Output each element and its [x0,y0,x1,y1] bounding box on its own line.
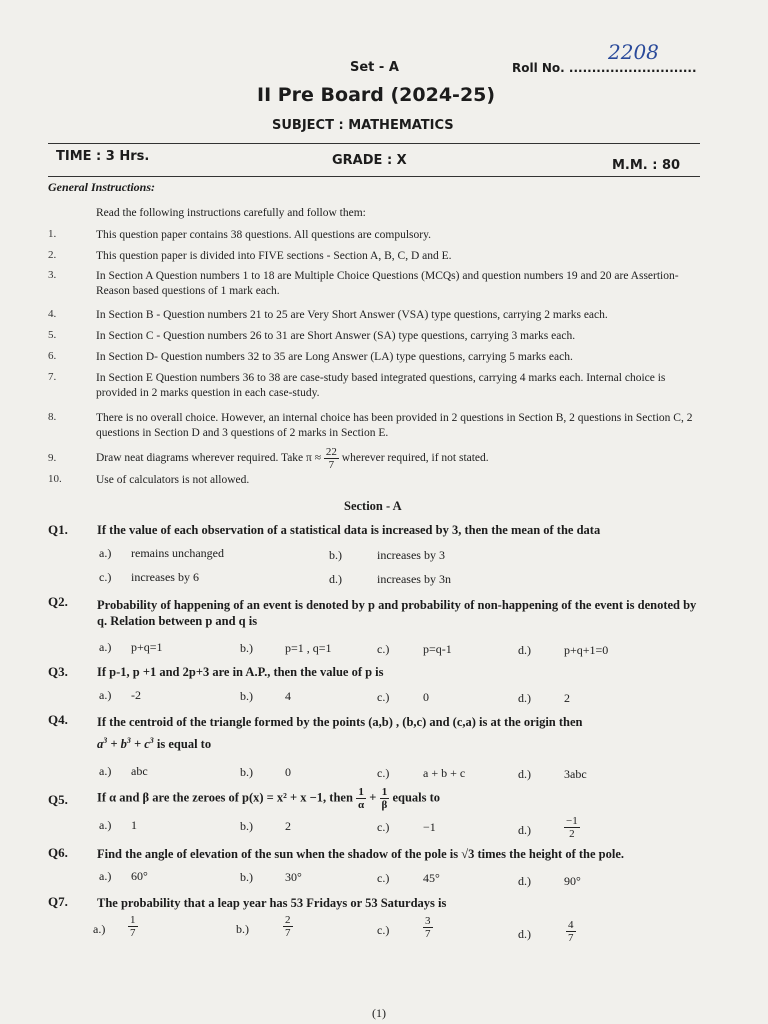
pi-fraction [324,446,339,471]
fraction-numerator: 2 [285,914,291,926]
fraction-numerator: 3 [425,915,431,927]
option-text: 45° [423,871,440,885]
option-label: c.) [99,570,112,584]
fraction-denominator: α [358,799,365,811]
option-text: a + b + c [423,766,466,780]
option-label: c.) [377,690,390,704]
option-text: increases by 3n [377,572,451,586]
instruction-number: 8. [48,411,57,423]
option-label: b.) [240,765,253,779]
max-marks-label: M.M. : 80 [612,158,681,173]
instruction-text: In Section D- Question numbers 32 to 35 are Long Answer (LA) type questions, carrying 5 marks each. [96,351,573,363]
option-label: a.) [99,818,112,832]
option-text: -2 [131,688,141,702]
fraction-numerator: −1 [566,815,578,827]
question-text-part: If α and β are the zeroes of p(x) = x² + x −1, then [97,790,353,805]
instruction-number: 4. [48,308,57,320]
instruction-text: In Section C - Question numbers 26 to 31 are Short Answer (SA) type questions, carrying 3 marks each. [96,330,576,342]
section-title: Section - A [344,499,402,513]
option-text: 1 [131,818,137,832]
instruction-number: 1. [48,228,57,240]
option-text: 90° [564,874,581,888]
option-label: b.) [236,922,249,936]
fraction [128,914,138,939]
option-fraction [283,914,293,939]
option-label: d.) [518,643,531,657]
instructions-heading: General Instructions: [48,180,156,194]
header-rule-top [48,143,700,144]
instruction-number: 9. [48,452,57,464]
option-text: abc [131,764,148,778]
question-number: Q7. [48,894,68,909]
option-label: a.) [93,922,106,936]
option-text: 60° [131,869,148,883]
instruction-text: There is no overall choice. However, an internal choice has been provided in 2 questions in Section B, 2 questions in Section C, 2 questions in Section D and 3 questions of 2 marks in Section E. [96,412,693,439]
instruction-number: 3. [48,269,57,281]
fraction-one-over-beta [380,786,390,811]
option-text: 30° [285,870,302,884]
option-label: a.) [99,640,112,654]
option-label: d.) [518,927,531,941]
question-text: If the value of each observation of a statistical data is increased by 3, then the mean of the data [97,523,601,537]
instruction-text: Use of calculators is not allowed. [96,474,250,486]
instruction-number: 5. [48,329,57,341]
instruction-text-part: wherever required, if not stated. [341,452,489,465]
set-label: Set - A [350,60,399,75]
option-fraction [423,915,433,940]
option-fraction [566,919,576,944]
option-label: c.) [377,923,390,937]
subject-line: SUBJECT : MATHEMATICS [272,118,454,133]
option-text: p=q-1 [423,642,452,656]
question-text: The probability that a leap year has 53 Fridays or 53 Saturdays is [97,896,447,910]
question-text-part: is equal to [156,737,212,752]
exam-title: II Pre Board (2024-25) [257,84,496,106]
question-text-part: equals to [392,790,441,805]
instruction-number: 10. [48,473,62,485]
fraction-one-over-alpha [356,786,366,811]
option-label: c.) [377,642,390,656]
option-label: b.) [240,870,253,884]
instruction-text-part: Draw neat diagrams wherever required. Take π ≈ [96,452,322,465]
option-text: 0 [285,765,291,779]
fraction-denominator: 7 [328,459,335,471]
question-number: Q1. [48,522,68,537]
plus-sign: + [369,790,377,805]
question-number: Q3. [48,664,68,679]
question-text: Probability of happening of an event is denoted by p and probability of non-happening of the event is denoted by q. Relation between p and q is [97,598,697,628]
option-label: b.) [240,689,253,703]
question-text [97,786,440,811]
question-number: Q4. [48,712,68,727]
option-text: p+q+1=0 [564,643,609,657]
header-rule-bottom [48,176,700,177]
question-number: Q2. [48,594,68,609]
option-text: p+q=1 [131,640,163,654]
option-text: increases by 6 [131,570,199,584]
option-text: 4 [285,689,291,703]
option-label: d.) [518,691,531,705]
question-text: If p-1, p +1 and 2p+3 are in A.P., then the value of p is [97,665,384,679]
option-fraction [564,815,580,840]
option-label: a.) [99,869,112,883]
option-label: d.) [329,572,342,586]
cube-expression: $a^3 + b^3 + c^3$ [97,736,154,752]
roll-number-label: Roll No. ............................ [512,61,697,75]
option-label: a.) [99,764,112,778]
instruction-number: 2. [48,249,57,261]
page-number: (1) [372,1006,386,1020]
time-label: TIME : 3 Hrs. [56,149,150,164]
option-text: 2 [285,819,291,833]
option-text: 0 [423,690,429,704]
instruction-text: In Section E Question numbers 36 to 38 are case-study based integrated questions, carrying 4 marks each. Internal choice is provided in 2 marks question in each case-study. [96,372,666,399]
instruction-number: 6. [48,350,57,362]
fraction-numerator: 1 [356,786,366,799]
instruction-text: This question paper contains 38 questions. All questions are compulsory. [96,229,431,241]
question-number: Q6. [48,845,68,860]
fraction-denominator: β [381,799,388,811]
option-label: c.) [377,766,390,780]
fraction-denominator: 7 [568,932,574,944]
fraction-numerator: 22 [325,446,337,458]
option-text: p=1 , q=1 [285,641,332,655]
instruction-text: In Section B - Question numbers 21 to 25 are Very Short Answer (VSA) type questions, carrying 2 marks each. [96,309,608,321]
roll-number-handwritten: 2208 [608,40,659,64]
fraction-denominator: 7 [285,927,291,939]
option-label: b.) [240,819,253,833]
option-label: d.) [518,767,531,781]
grade-label: GRADE : X [332,153,407,168]
instruction-text: In Section A Question numbers 1 to 18 are Multiple Choice Questions (MCQs) and question numbers 19 and 20 are Assertion-Reason based questions of 1 mark each. [96,270,679,297]
option-fraction [128,914,138,939]
option-label: a.) [99,688,112,702]
fraction-denominator: 2 [569,828,575,840]
fraction [283,914,293,939]
fraction-numerator: 4 [568,919,574,931]
instruction-text [96,446,696,471]
option-label: b.) [240,641,253,655]
instruction-text: This question paper is divided into FIVE sections - Section A, B, C, D and E. [96,250,452,262]
option-label: d.) [518,874,531,888]
fraction-numerator: 1 [380,786,390,799]
question-text-line2 [97,736,211,752]
option-label: b.) [329,548,342,562]
option-text: −1 [423,820,436,834]
fraction-denominator: 7 [130,927,136,939]
option-text: remains unchanged [131,546,224,560]
option-label: c.) [377,871,390,885]
option-text: 3abc [564,767,587,781]
instructions-intro: Read the following instructions carefully and follow them: [96,207,366,219]
option-text: 2 [564,691,570,705]
fraction-denominator: 7 [425,928,431,940]
question-number: Q5. [48,792,68,807]
question-text: If the centroid of the triangle formed by the points (a,b) , (b,c) and (c,a) is at the origin then [97,715,583,729]
option-text: increases by 3 [377,548,445,562]
question-text: Find the angle of elevation of the sun when the shadow of the pole is √3 times the height of the pole. [97,847,625,861]
option-label: a.) [99,546,112,560]
fraction-numerator: 1 [130,914,136,926]
option-label: c.) [377,820,390,834]
fraction [564,815,580,840]
option-label: d.) [518,823,531,837]
fraction [566,919,576,944]
fraction [423,915,433,940]
instruction-number: 7. [48,371,57,383]
